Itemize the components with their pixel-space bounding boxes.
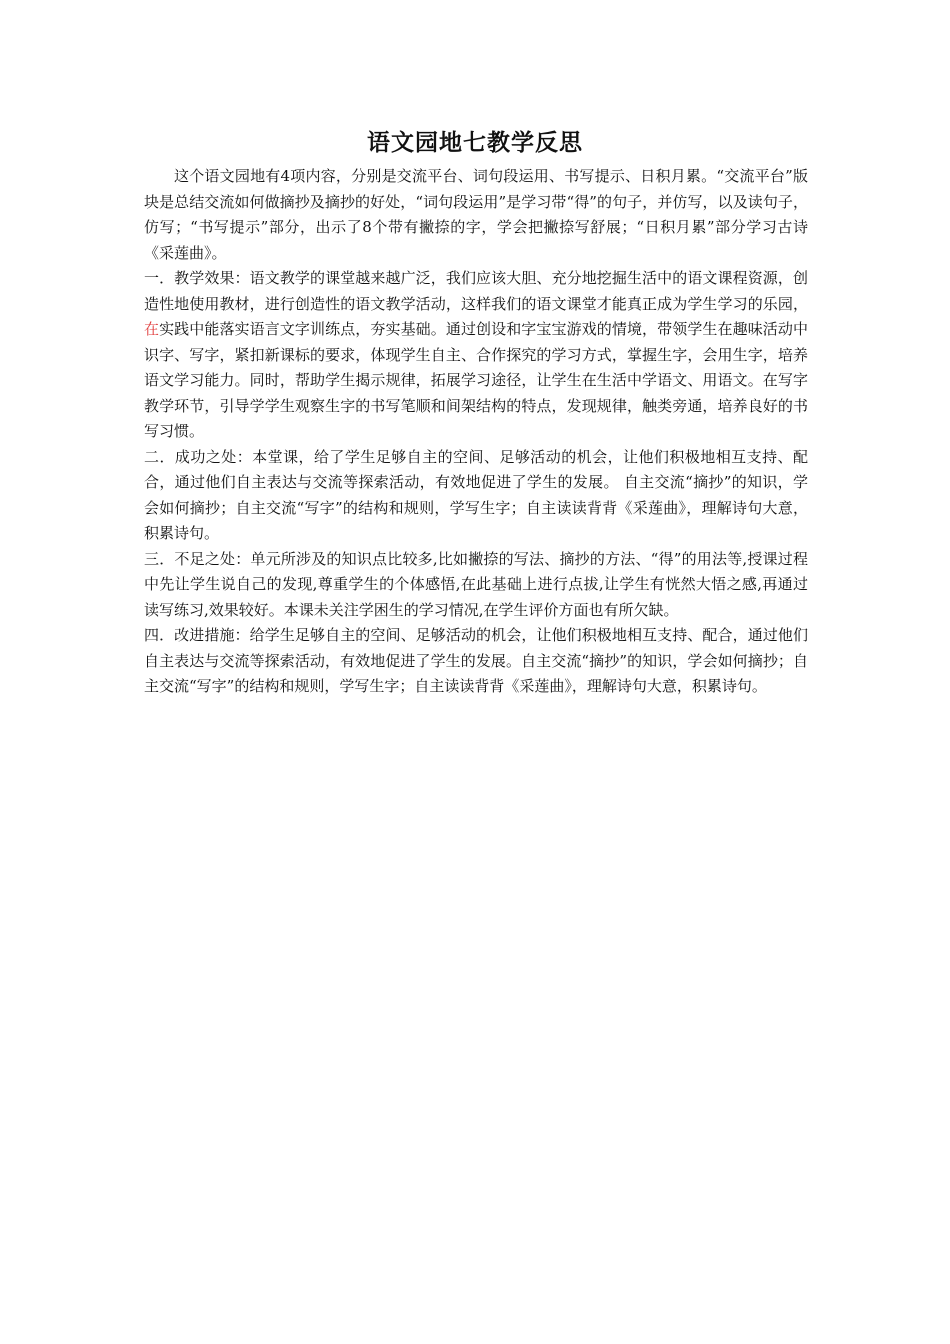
teaching-effect-text-part1: 一．教学效果：语文教学的课堂越来越广泛，我们应该大胆、充分地挖掘生活中的语文课程资源，创造性地使用教材，进行创造性的语文教学活动，这样我们的语文课堂才能真正成为学生学习的乐园， <box>144 269 808 313</box>
success-points-paragraph: 二．成功之处：本堂课，给了学生足够自主的空间、足够活动的机会，让他们积极地相互支持、配合，通过他们自主表达与交流等探索活动，有效地促进了学生的发展。 自主交流“摘抄”的知识，学会如何摘抄；自主交流“写字”的结构和规则，学写生字；自主读读背背《采莲曲》，理解诗句大意，积累诗句。 <box>144 447 808 542</box>
highlighted-character: 在 <box>144 320 160 338</box>
document-body <box>144 164 808 700</box>
document-title: 语文园地七教学反思 <box>367 130 583 156</box>
shortcomings-paragraph: 三．不足之处：单元所涉及的知识点比较多,比如撇捺的写法、摘抄的方法、“得”的用法等,授课过程中先让学生说自己的发现,尊重学生的个体感悟,在此基础上进行点拔,让学生有恍然大悟之感,再通过读写练习,效果较好。本课未关注学困生的学习情况,在学生评价方面也有所欠缺。 <box>144 549 808 619</box>
teaching-effect-paragraph <box>144 266 808 445</box>
improvement-measures-paragraph: 四．改进措施：给学生足够自主的空间、足够活动的机会，让他们积极地相互支持、配合，通过他们自主表达与交流等探索活动，有效地促进了学生的发展。自主交流“摘抄”的知识，学会如何摘抄；自主交流“写字”的结构和规则，学写生字；自主读读背背《采莲曲》，理解诗句大意，积累诗句。 <box>144 626 808 695</box>
intro-paragraph: 这个语文园地有4项内容，分别是交流平台、词句段运用、书写提示、日积月累。“交流平台”版块是总结交流如何做摘抄及摘抄的好处，“词句段运用”是学习带“得”的句子，并仿写，以及读句子，仿写；“书写提示”部分，出示了8个带有撇捺的字，学会把撇捺写舒展；“日积月累”部分学习古诗《采莲曲》。 <box>144 167 808 262</box>
teaching-effect-text-part2: 实践中能落实语言文字训练点，夯实基础。通过创设和字宝宝游戏的情境，带领学生在趣味活动中识字、写字，紧扣新课标的要求，体现学生自主、合作探究的学习方式，掌握生字，会用生字，培养语文学习能力。同时，帮助学生揭示规律，拓展学习途径，让学生在生活中学语文、用语文。在写字教学环节，引导学学生观察生字的书写笔顺和间架结构的特点，发现规律，触类旁通，培养良好的书写习惯。 <box>144 320 808 440</box>
